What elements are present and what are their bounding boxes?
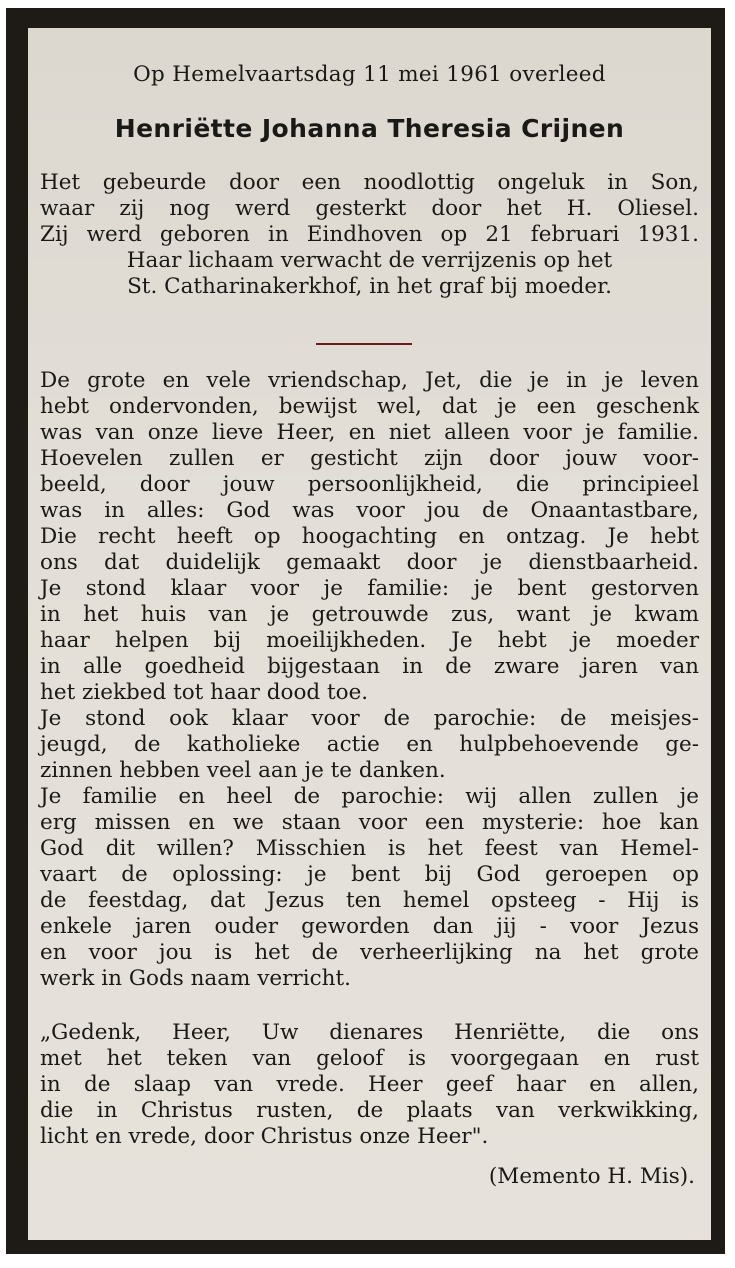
eulogy-line: in het huis van je getrouwde zus, want je kwam	[40, 602, 699, 627]
intro-line: Haar lichaam verwacht de verrijzenis op het	[126, 248, 613, 273]
eulogy-line: werk in Gods naam verricht.	[40, 966, 351, 991]
eulogy-line: hebt ondervonden, bewijst wel, dat je een geschenk	[40, 394, 699, 419]
prayer-line: met het teken van geloof is voorgegaan en rust	[40, 1046, 699, 1071]
eulogy-line: God dit willen? Misschien is het feest van Hemel-	[40, 836, 699, 861]
prayer-line: licht en vrede, door Christus onze Heer".	[40, 1124, 489, 1149]
eulogy-line: was in alles: God was voor jou de Onaantastbare,	[40, 498, 699, 523]
intro-line: Het gebeurde door een noodlottig ongeluk in Son,	[40, 170, 699, 195]
intro-line: waar zij nog werd gesterkt door het H. Oliesel.	[40, 196, 699, 221]
prayer-line: „Gedenk, Heer, Uw dienares Henriëtte, die ons	[40, 1020, 699, 1045]
eulogy-line: Je stond klaar voor je familie: je bent gestorven	[40, 576, 699, 601]
eulogy-line: Hoevelen zullen er gesticht zijn door jouw voor-	[40, 446, 699, 471]
prayer-line: die in Christus rusten, de plaats van verkwikking,	[40, 1098, 699, 1123]
prayer-source: (Memento H. Mis).	[488, 1164, 695, 1189]
eulogy-line: in alle goedheid bijgestaan in de zware jaren van	[40, 654, 699, 679]
eulogy-line: erg missen en we staan voor een mysterie: hoe kan	[40, 810, 699, 835]
card-paper	[28, 28, 711, 1240]
eulogy-line: de feestdag, dat Jezus ten hemel opsteeg - Hij is	[40, 888, 699, 913]
death-date-line: Op Hemelvaartsdag 11 mei 1961 overleed	[133, 62, 606, 87]
eulogy-line: het ziekbed tot haar dood toe.	[40, 680, 369, 705]
eulogy-line: was van onze lieve Heer, en niet alleen voor je familie.	[40, 420, 699, 445]
eulogy-line: beeld, door jouw persoonlijkheid, die principieel	[40, 472, 699, 497]
eulogy-line: en voor jou is het de verheerlijking na het grote	[40, 940, 699, 965]
eulogy-line: zinnen hebben veel aan je te danken.	[40, 758, 446, 783]
intro-line: Zij werd geboren in Eindhoven op 21 februari 1931.	[40, 222, 699, 247]
eulogy-line: Je familie en heel de parochie: wij allen zullen je	[40, 784, 699, 809]
eulogy-line: jeugd, de katholieke actie en hulpbehoevende ge-	[40, 732, 699, 757]
prayer-line: in de slaap van vrede. Heer geef haar en allen,	[40, 1072, 699, 1097]
memorial-card	[6, 8, 725, 1254]
eulogy-line: Je stond ook klaar voor de parochie: de meisjes-	[40, 706, 699, 731]
eulogy-line: haar helpen bij moeilijkheden. Je hebt je moeder	[40, 628, 699, 653]
eulogy-line: ons dat duidelijk gemaakt door je dienstbaarheid.	[40, 550, 699, 575]
divider-rule	[316, 343, 412, 345]
deceased-name: Henriëtte Johanna Theresia Crijnen	[114, 114, 625, 143]
eulogy-line: enkele jaren ouder geworden dan jij - voor Jezus	[40, 914, 699, 939]
eulogy-line: Die recht heeft op hoogachting en ontzag. Je hebt	[40, 524, 699, 549]
eulogy-line: De grote en vele vriendschap, Jet, die je in je leven	[40, 368, 699, 393]
eulogy-line: vaart de oplossing: je bent bij God geroepen op	[40, 862, 699, 887]
intro-line: St. Catharinakerkhof, in het graf bij moeder.	[127, 274, 612, 299]
